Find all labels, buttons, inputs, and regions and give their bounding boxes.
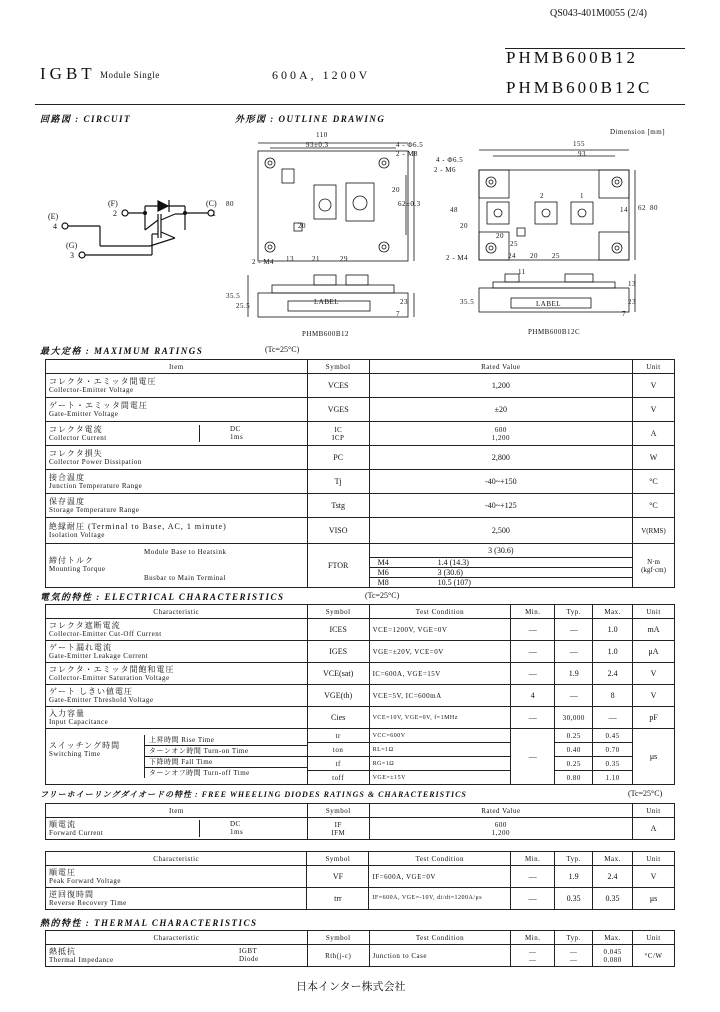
sw-ton-cond: RL=1Ω — [369, 743, 511, 757]
row-tstg-item: 保存温度 Storage Temperature Range — [46, 494, 308, 518]
row-tstg-symbol: Tstg — [307, 494, 369, 518]
row-tstg-unit: °C — [633, 494, 675, 518]
th-min: Min. — [511, 931, 555, 945]
row-vges-value: ±20 — [369, 398, 632, 422]
header-unit: Unit — [633, 360, 675, 374]
sw-tr-cond: VCC=600V — [369, 729, 511, 743]
sw-tf-typ: 0.25 — [555, 757, 593, 771]
row-pc-symbol: PC — [307, 446, 369, 470]
fwd-ratings-table — [45, 803, 675, 840]
dim-r-p2: 2 — [540, 192, 544, 200]
row-tstg-value: -40~+125 — [369, 494, 632, 518]
pin-f: (F) — [108, 199, 118, 208]
dim-l-23: 23 — [400, 298, 408, 306]
company-footer: 日本インター株式会社 — [296, 981, 406, 993]
pin-3: 3 — [70, 251, 74, 260]
electrical-condition: (Tc=25°C) — [365, 591, 400, 600]
e-vgeth-min: 4 — [511, 685, 555, 707]
fch-max: Max. — [593, 852, 633, 866]
dim-l-holes: 4 - Φ6.5 — [396, 141, 424, 149]
sw-ton-max: 0.70 — [593, 743, 633, 757]
thermal-typ: — — — [555, 945, 593, 967]
e-vcesat-typ: 1.9 — [555, 663, 593, 685]
eh-max: Max. — [593, 605, 633, 619]
fwd-vf-cond: IF=600A, VGE=0V — [369, 866, 511, 888]
row-vces-unit: V — [633, 374, 675, 398]
sw-toff-typ: 0.80 — [555, 771, 593, 785]
dimension-unit: Dimension [mm] — [610, 128, 666, 136]
pin-e: (E) — [48, 212, 59, 221]
max-ratings-title: 最大定格 : MAXIMUM RATINGS — [40, 346, 204, 356]
e-vgeth-cond: VCE=5V, IC=600mA — [369, 685, 511, 707]
fwd-title: フリーホイーリングダイオードの特性 : FREE WHEELING DIODES RATINGS & CHARACTERISTICS — [40, 790, 467, 799]
dim-r-35: 35.5 — [460, 298, 475, 306]
e-vcesat-unit: V — [633, 663, 675, 685]
thermal-symbol: Rth(j-c) — [307, 945, 369, 967]
row-vges-item: ゲート・エミッタ間電圧 Gate-Emitter Voltage — [46, 398, 308, 422]
part-number-1: PHMB600B12 — [506, 48, 639, 67]
e-iges-symbol: IGES — [307, 641, 369, 663]
fwd-if-unit: A — [633, 818, 675, 840]
fh-symbol: Symbol — [307, 804, 369, 818]
sw-tf-max: 0.35 — [593, 757, 633, 771]
sw-tf-cond: RG=1Ω — [369, 757, 511, 771]
e-vcesat-min: — — [511, 663, 555, 685]
row-pc-unit: W — [633, 446, 675, 470]
thermal-min: — — — [511, 945, 555, 967]
pin-c: (C) — [206, 199, 217, 208]
fwd-vf-unit: V — [633, 866, 675, 888]
row-tj-symbol: Tj — [307, 470, 369, 494]
dim-l-110: 110 — [316, 131, 328, 139]
fwd-trr-typ: 0.35 — [555, 888, 593, 910]
row-tj-value: -40~+150 — [369, 470, 632, 494]
part-number-2: PHMB600B12C — [506, 78, 653, 97]
dim-l-35: 35.5 — [226, 292, 241, 300]
sw-toff-cond: VGE=±15V — [369, 771, 511, 785]
thermal-cond: Junction to Case — [369, 945, 511, 967]
dim-r-62: 62 — [638, 204, 646, 212]
sw-toff-symbol: toff — [307, 771, 369, 785]
e-row-vgeth: ゲート しきい値電圧 Gate-Emitter Threshold Voltage — [46, 685, 308, 707]
row-pc-value: 2,800 — [369, 446, 632, 470]
row-ic-value: 600 1,200 — [369, 422, 632, 446]
fwd-vf-max: 2.4 — [593, 866, 633, 888]
sw-unit: μs — [633, 729, 675, 785]
dim-r-80: 80 — [650, 204, 658, 212]
fwd-vf-symbol: VF — [307, 866, 369, 888]
row-torque-item: 締付トルク Mounting Torque Module Base to Heatsink Busbar to Main Terminal — [46, 544, 308, 588]
e-row-switching: スイッチング時間 Switching Time 上昇時間 Rise Time ターンオン時間 Turn-on Time 下降時間 Fall Time ターンオフ時間 Turn-off Time — [46, 729, 308, 785]
row-viso-unit: V(RMS) — [633, 518, 675, 544]
dim-l-80: 80 — [226, 200, 234, 208]
electrical-table — [45, 604, 675, 785]
dim-r-48: 48 — [450, 206, 458, 214]
dim-r-23: 23 — [628, 298, 636, 306]
fwd-if-item: 順電流 Forward Current DC 1ms — [46, 818, 308, 840]
thermal-unit: °C/W — [633, 945, 675, 967]
dim-l-m8: 2 - M8 — [396, 150, 419, 158]
e-row-vcesat: コレクタ・エミッタ間飽和電圧 Collector-Emitter Saturation Voltage — [46, 663, 308, 685]
circuit-diagram — [40, 190, 230, 270]
dim-r-13: 13 — [628, 280, 636, 288]
row-tj-item: 接合温度 Junction Temperature Range — [46, 470, 308, 494]
fch-unit: Unit — [633, 852, 675, 866]
th-symbol: Symbol — [307, 931, 369, 945]
fwd-trr-max: 0.35 — [593, 888, 633, 910]
caption-left: PHMB600B12 — [302, 330, 350, 338]
dim-r-93: 93 — [578, 150, 586, 158]
th-unit: Unit — [633, 931, 675, 945]
sw-tr-max: 0.45 — [593, 729, 633, 743]
module-type: Module Single — [100, 70, 160, 80]
sw-ton-typ: 0.40 — [555, 743, 593, 757]
dim-r-25b: 25 — [552, 252, 560, 260]
fwd-char-table — [45, 851, 675, 910]
e-vgeth-symbol: VGE(th) — [307, 685, 369, 707]
pin-2: 2 — [113, 209, 117, 218]
fh-item: Item — [46, 804, 308, 818]
igbt-label: IGBT — [40, 64, 96, 83]
fwd-condition: (Tc=25°C) — [628, 789, 663, 798]
eh-min: Min. — [511, 605, 555, 619]
thermal-max: 0.045 0.080 — [593, 945, 633, 967]
eh-characteristic: Characteristic — [46, 605, 308, 619]
dim-l-25: 25.5 — [236, 302, 251, 310]
eh-unit: Unit — [633, 605, 675, 619]
e-iges-cond: VGE=±20V, VCE=0V — [369, 641, 511, 663]
e-cies-unit: pF — [633, 707, 675, 729]
rating-text: 600A, 1200V — [272, 68, 371, 82]
outline-drawing-right — [465, 140, 645, 350]
sw-min: — — [511, 729, 555, 785]
dim-r-7: 7 — [622, 310, 626, 318]
th-typ: Typ. — [555, 931, 593, 945]
max-ratings-condition: (T⁣c=25°C) — [265, 345, 300, 354]
th-characteristic: Characteristic — [46, 931, 308, 945]
e-ices-cond: VCE=1200V, VGE=0V — [369, 619, 511, 641]
fwd-if-value: 600 1,200 — [369, 818, 632, 840]
dim-l-20b: 20 — [298, 222, 306, 230]
e-ices-min: — — [511, 619, 555, 641]
th-max: Max. — [593, 931, 633, 945]
row-ic-item: コレクタ電流 Collector Current DC 1ms — [46, 422, 308, 446]
dim-r-20c: 20 — [530, 252, 538, 260]
thermal-table — [45, 930, 675, 967]
row-pc-item: コレクタ損失 Collector Power Dissipation — [46, 446, 308, 470]
e-ices-symbol: ICES — [307, 619, 369, 641]
row-ic-unit: A — [633, 422, 675, 446]
e-ices-unit: mA — [633, 619, 675, 641]
sw-tr-typ: 0.25 — [555, 729, 593, 743]
dim-r-24: 24 — [508, 252, 516, 260]
dim-r-11: 11 — [518, 268, 526, 276]
dim-r-p1: 1 — [580, 192, 584, 200]
eh-symbol: Symbol — [307, 605, 369, 619]
fwd-vf-typ: 1.9 — [555, 866, 593, 888]
e-cies-typ: 30,000 — [555, 707, 593, 729]
e-iges-unit: μA — [633, 641, 675, 663]
row-vces-item: コレクタ・エミッタ間電圧 Collector-Emitter Voltage — [46, 374, 308, 398]
outline-title: 外形図 : OUTLINE DRAWING — [235, 114, 386, 124]
e-row-ices: コレクタ遮断電流 Collector-Emitter Cut-Off Current — [46, 619, 308, 641]
fch-characteristic: Characteristic — [46, 852, 307, 866]
sw-tr-symbol: tr — [307, 729, 369, 743]
row-vces-value: 1,200 — [369, 374, 632, 398]
e-vcesat-symbol: VCE(sat) — [307, 663, 369, 685]
row-vges-symbol: VGES — [307, 398, 369, 422]
row-torque-value: 3 (30.6) M4 1.4 (14.3) M6 3 (30.6) M8 10.5 (107) — [369, 544, 632, 588]
row-vces-symbol: VCES — [307, 374, 369, 398]
thermal-title: 熱的特性 : THERMAL CHARACTERISTICS — [40, 918, 258, 928]
dim-l-29: 29 — [340, 255, 348, 263]
fwd-vf-min: — — [511, 866, 555, 888]
e-row-iges: ゲート漏れ電流 Gate-Emitter Leakage Current — [46, 641, 308, 663]
dim-r-m4: 2 - M4 — [446, 254, 469, 262]
e-iges-min: — — [511, 641, 555, 663]
e-iges-typ: — — [555, 641, 593, 663]
circuit-title: 回路図 : CIRCUIT — [40, 114, 132, 124]
fch-min: Min. — [511, 852, 555, 866]
dim-l-7: 7 — [396, 310, 400, 318]
pin-4: 4 — [53, 222, 57, 231]
dim-r-155: 155 — [573, 140, 585, 148]
pin-1: 1 — [212, 209, 216, 218]
dim-r-m6: 2 - M6 — [434, 166, 457, 174]
fwd-vf-item: 順電圧 Peak Forward Voltage — [46, 866, 307, 888]
e-cies-min: — — [511, 707, 555, 729]
e-vgeth-max: 8 — [593, 685, 633, 707]
row-tj-unit: °C — [633, 470, 675, 494]
eh-typ: Typ. — [555, 605, 593, 619]
dim-r-20b: 20 — [496, 232, 504, 240]
fwd-if-symbol: IF IFM — [307, 818, 369, 840]
e-cies-symbol: Cies — [307, 707, 369, 729]
dim-r-25: 25 — [510, 240, 518, 248]
label-left: LABEL — [314, 298, 340, 306]
header-symbol: Symbol — [307, 360, 369, 374]
e-row-cies: 入力容量 Input Capacitance — [46, 707, 308, 729]
dim-l-21: 21 — [312, 255, 320, 263]
dim-l-62: 62±0.3 — [398, 200, 421, 208]
thermal-row-item: 熱抵抗 Thermal Impedance IGBT Diode — [46, 945, 308, 967]
dim-r-holes: 4 - Φ6.5 — [436, 156, 464, 164]
e-vgeth-unit: V — [633, 685, 675, 707]
e-vgeth-typ: — — [555, 685, 593, 707]
fch-typ: Typ. — [555, 852, 593, 866]
row-torque-symbol: FTOR — [307, 544, 369, 588]
fwd-trr-symbol: trr — [307, 888, 369, 910]
caption-right: PHMB600B12C — [528, 328, 581, 336]
e-cies-max: — — [593, 707, 633, 729]
th-condition: Test Condition — [369, 931, 511, 945]
dim-l-93: 93±0.3 — [306, 141, 329, 149]
row-viso-value: 2,500 — [369, 518, 632, 544]
e-ices-typ: — — [555, 619, 593, 641]
header-rated-value: Rated Value — [369, 360, 632, 374]
label-right: LABEL — [536, 300, 562, 308]
pin-g: (G) — [66, 241, 78, 250]
fch-symbol: Symbol — [307, 852, 369, 866]
row-viso-symbol: VISO — [307, 518, 369, 544]
fwd-trr-cond: IF=600A, VGE=-10V, di/dt=1200A/μs — [369, 888, 511, 910]
dim-r-20: 20 — [460, 222, 468, 230]
dim-l-20: 20 — [392, 186, 400, 194]
fch-condition: Test Condition — [369, 852, 511, 866]
e-vcesat-max: 2.4 — [593, 663, 633, 685]
eh-condition: Test Condition — [369, 605, 511, 619]
row-viso-item: 絶縁耐圧 (Terminal to Base, AC, 1 minute) Isolation Voltage — [46, 518, 308, 544]
dim-r-14: 14 — [620, 206, 628, 214]
max-ratings-table — [45, 359, 675, 588]
e-ices-max: 1.0 — [593, 619, 633, 641]
fh-unit: Unit — [633, 804, 675, 818]
sw-toff-max: 1.10 — [593, 771, 633, 785]
row-ic-symbol: IC ICP — [307, 422, 369, 446]
row-torque-unit: N·m (kgf·cm) — [633, 544, 675, 588]
fwd-trr-min: — — [511, 888, 555, 910]
fwd-trr-item: 逆回復時間 Reverse Recovery Time — [46, 888, 307, 910]
dim-l-m4: 2 - M4 — [252, 258, 275, 266]
doc-number: QS043-401M0055 (2/4) — [550, 8, 647, 19]
electrical-title: 電気的特性 : ELECTRICAL CHARACTERISTICS — [40, 592, 285, 602]
dim-l-13: 13 — [286, 255, 294, 263]
row-vges-unit: V — [633, 398, 675, 422]
e-iges-max: 1.0 — [593, 641, 633, 663]
header-item: Item — [46, 360, 308, 374]
fwd-trr-unit: μs — [633, 888, 675, 910]
e-vcesat-cond: IC=600A, VGE=15V — [369, 663, 511, 685]
sw-tf-symbol: tf — [307, 757, 369, 771]
fh-value: Rated Value — [369, 804, 632, 818]
e-cies-cond: VCE=10V, VGE=0V, f=1MHz — [369, 707, 511, 729]
sw-ton-symbol: ton — [307, 743, 369, 757]
